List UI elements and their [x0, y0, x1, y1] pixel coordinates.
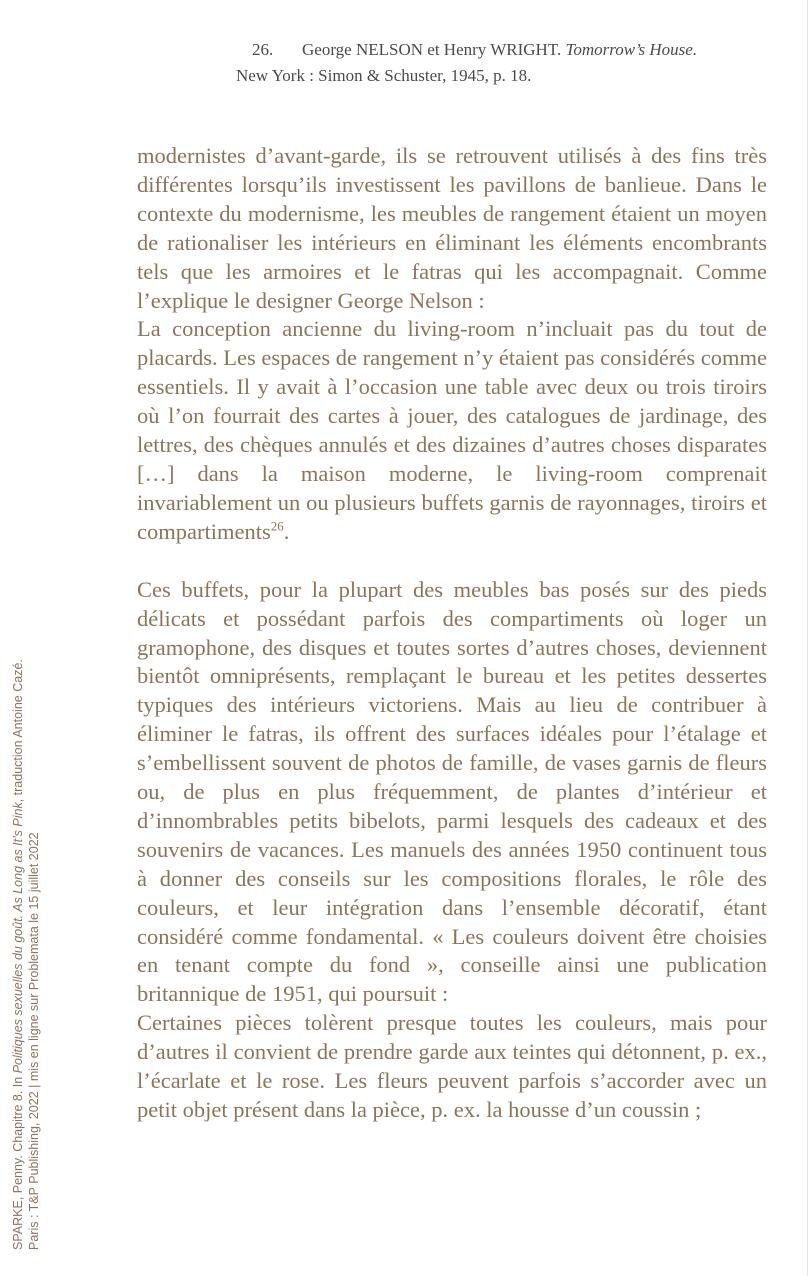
footnote-number: 26.	[252, 40, 274, 59]
footnote	[236, 37, 776, 89]
block-quote-1	[137, 315, 767, 546]
block-quote-2: Certaines pièces tolèrent presque toutes les couleurs, mais pour d’autres il convient de prendre garde aux teintes qui détonnent, p. ex., l’écarlate et le rose. Les fleurs peuvent parfois s’accorder avec un petit objet présent dans la pièce, p. ex. la housse d’un coussin ;	[137, 1010, 767, 1122]
citation-title: Politiques sexuelles du goût. As Long as It’s Pink	[11, 802, 25, 1074]
footnote-reference: 26	[270, 518, 284, 534]
citation-line-2: Paris : T&P Publishing, 2022 | mis en ligne sur Problemata le 15 juillet 2022	[27, 832, 41, 1250]
paragraph-1: modernistes d’avant-garde, ils se retrouvent utilisés à des fins très différentes lorsqu’ils investissent les pavillons de banlieue. Dans le contexte du modernisme, les meubles de rangement étaient un moyen de rationaliser les intérieurs en éliminant les éléments encombrants tels que les armoires et le fatras qui les accompagnait. Comme l’explique le designer George Nelson :	[137, 143, 767, 313]
footnote-line-1	[236, 37, 776, 63]
footnote-publication: New York : Simon & Schuster, 1945, p. 18.	[236, 66, 532, 85]
block-quote-1-text: La conception ancienne du living-room n’incluait pas du tout de placards. Les espaces de rangement n’y étaient pas considérés comme essentiels. Il y avait à l’occasion une table avec deux ou trois tiroirs où l’on fourrait des cartes à jouer, des catalogues de jardinage, des lettres, des chèques annulés et des dizaines d’autres choses disparates […] dans la maison moderne, le living-room comprenait invariablement un ou plusieurs buffets garnis de rayonnages, tiroirs et compartiments	[137, 316, 767, 544]
paragraph-2: Ces buffets, pour la plupart des meubles bas posés sur des pieds délicats et possédant parfois des compartiments où loger un gramophone, des disques et toutes sortes d’autres choses, deviennent bientôt omniprésents, remplaçant le bureau et les petites dessertes typiques des intérieurs victoriens. Mais au lieu de contribuer à éliminer le fatras, ils offrent des surfaces idéales pour l’étalage et s’embellissent souvent de photos de famille, de vases garnis de fleurs ou, de plus en plus fréquemment, de plantes d’intérieur et d’innombrables petits bibelots, parmi lesquels des cadeaux et des souvenirs de vacances. Les manuels des années 1950 continuent tous à donner des conseils sur les compositions florales, le rôle des couleurs, et leur intégration dans l’ensemble décoratif, étant considéré comme fondamental. « Les couleurs doivent être choisies en tenant compte du fond », conseille ainsi une publication britannique de 1951, qui poursuit :	[137, 576, 767, 1007]
footnote-authors: George NELSON et Henry WRIGHT.	[302, 40, 562, 59]
main-text	[137, 142, 767, 1125]
footnote-title: Tomorrow’s House.	[565, 40, 698, 59]
paragraph-gap	[137, 547, 767, 576]
citation-sidenote	[10, 150, 42, 1250]
block-quote-1-end: .	[283, 518, 290, 544]
citation-line-1: SPARKE, Penny. Chapitre 8. In Politiques sexuelles du goût. As Long as It’s Pink, traduction Antoine Cazé.	[11, 659, 25, 1250]
